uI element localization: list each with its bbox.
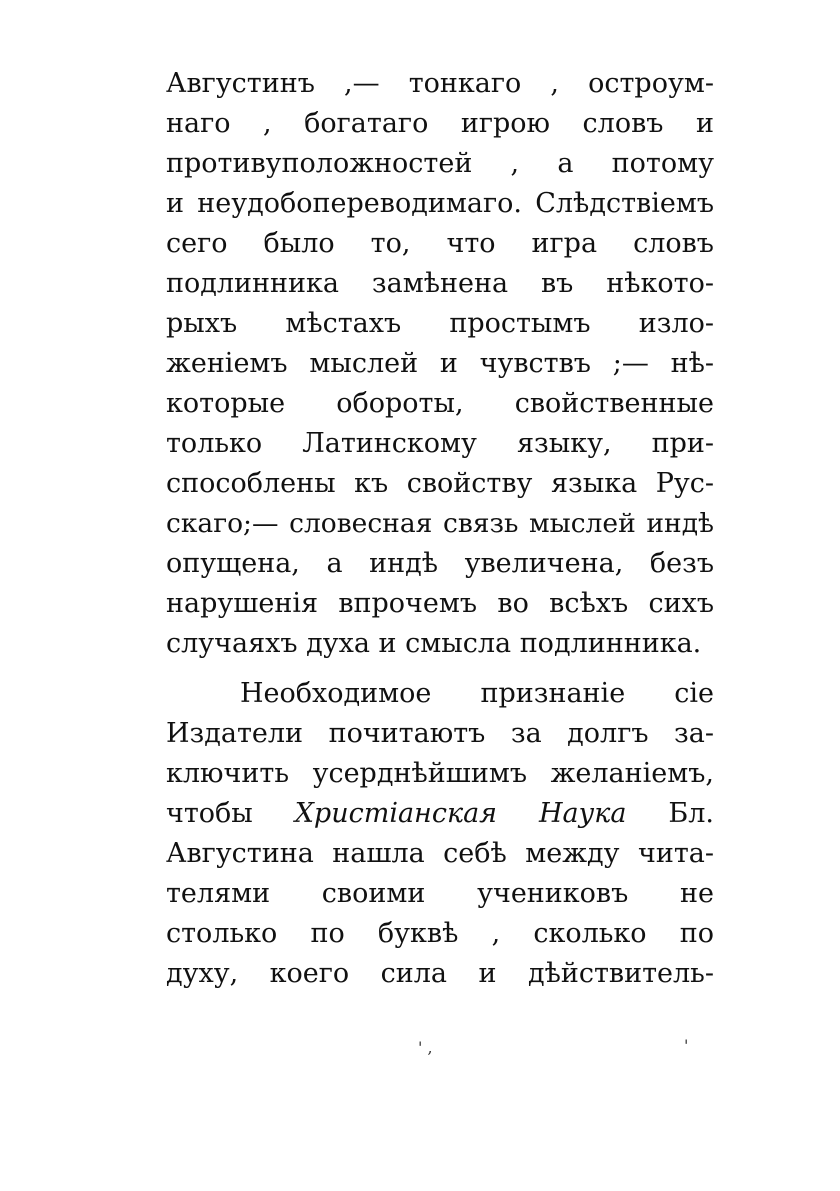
text-line: способлены къ свойству языка Рус- (166, 468, 714, 499)
text-line: и неудобопереводимаго. Слѣдствіемъ (166, 188, 714, 219)
footer-mark-right: ' (684, 1036, 689, 1055)
paragraph-2 (166, 674, 714, 994)
footer-mark-left: ' , (418, 1038, 433, 1057)
text-line: подлинника замѣнена въ нѣкото- (166, 268, 714, 299)
text-line: телями своими учениковъ не (166, 878, 714, 909)
text-line: скаго;— словесная связь мыслей индѣ (166, 508, 714, 539)
text-line: случаяхъ духа и смысла подлинника. (166, 628, 702, 659)
text-line: рыхъ мѣстахъ простымъ изло- (166, 308, 714, 339)
paragraph-1 (166, 64, 714, 664)
text-line: нарушенія впрочемъ во всѣхъ сихъ (166, 588, 714, 619)
book-title-italic: Христіанская Наука (294, 798, 627, 829)
text-line: столько по буквѣ , сколько по (166, 918, 714, 949)
text-line: женіемъ мыслей и чувствъ ;— нѣ- (166, 348, 714, 379)
text-line: сего было то, что игра словъ (166, 228, 714, 259)
text-line: Августинъ ,— тонкаго , остроум- (166, 68, 714, 99)
text-line: противуположностей , а потому (166, 148, 714, 179)
text-segment: Бл. (626, 798, 714, 829)
text-line: опущена, а индѣ увеличена, безъ (166, 548, 714, 579)
text-line: Издатели почитаютъ за долгъ за- (166, 718, 714, 749)
text-line: наго , богатаго игрою словъ и (166, 108, 714, 139)
text-segment: чтобы (166, 798, 295, 829)
text-line: Необходимое признаніе сіе (240, 678, 714, 709)
text-line: только Латинскому языку, при- (166, 428, 714, 459)
text-line: Августина нашла себѣ между чита- (166, 838, 714, 869)
text-line: духу, коего сила и дѣйствитель- (166, 958, 714, 989)
text-line: ключить усерднѣйшимъ желаніемъ, (166, 758, 714, 789)
text-line: которые обороты, свойственные (166, 388, 714, 419)
text-line-with-title (166, 794, 714, 834)
